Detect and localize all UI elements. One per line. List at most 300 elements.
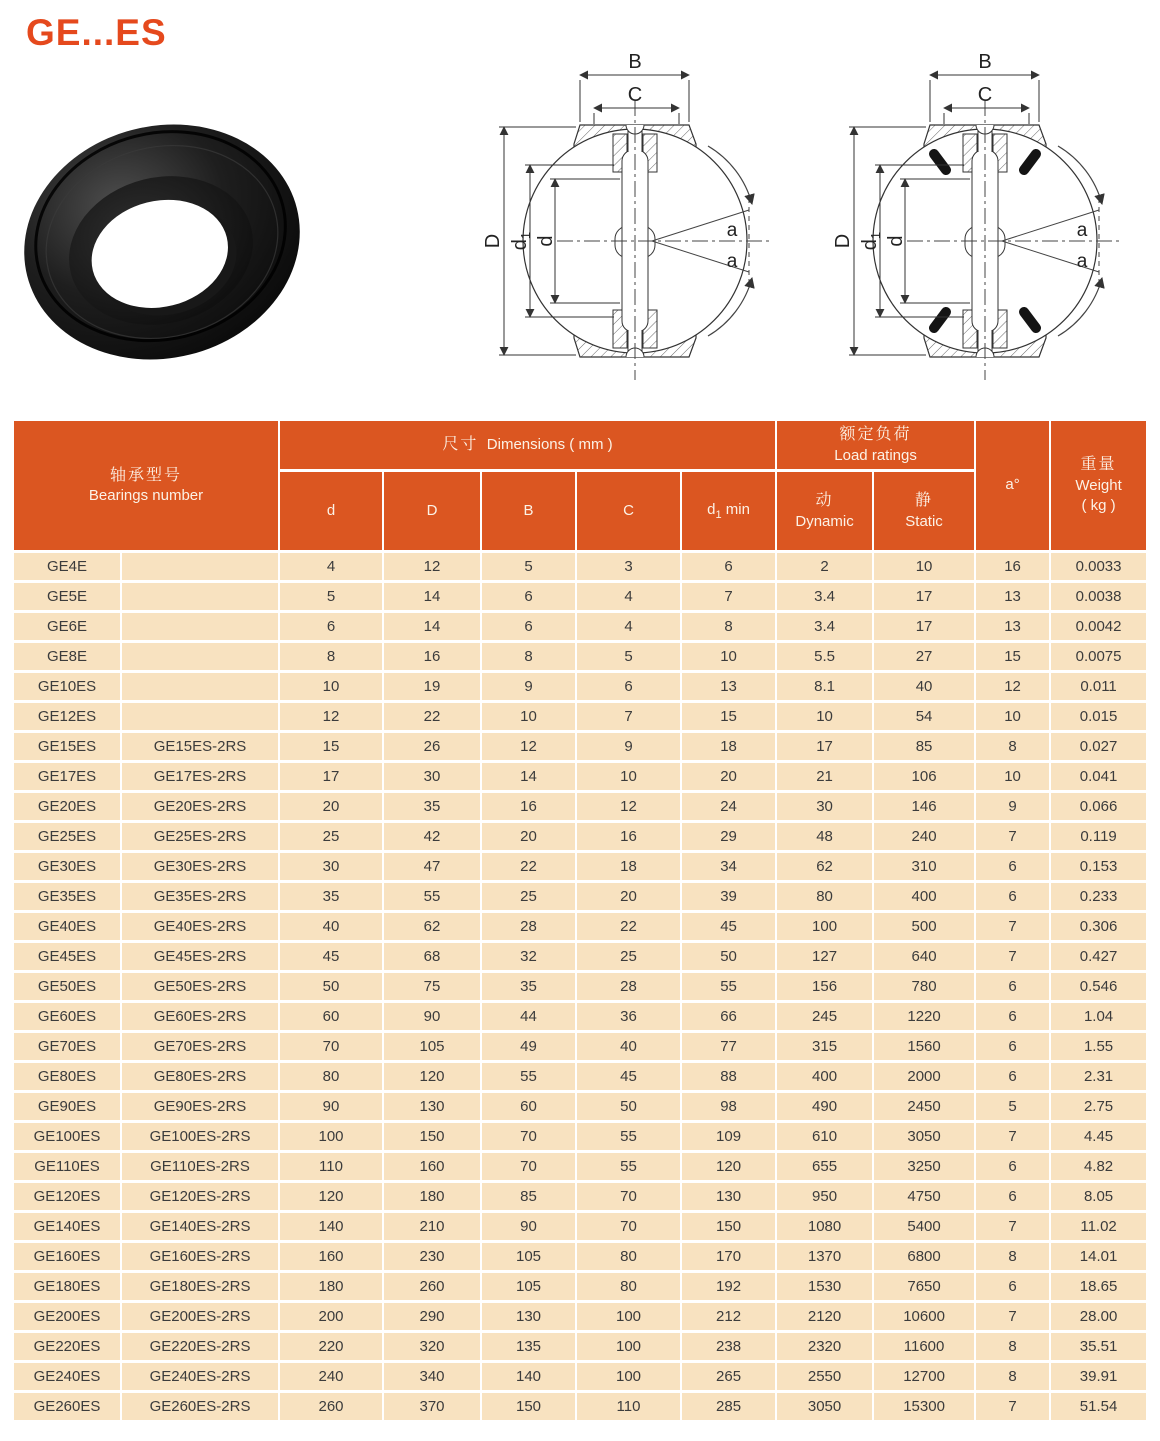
cell-D: 180 (384, 1183, 480, 1210)
table-row (14, 1273, 1146, 1300)
cell-C: 9 (577, 733, 680, 760)
cell-dynamic: 245 (777, 1003, 872, 1030)
header-col-static: 静 Static (874, 472, 974, 550)
cell-static: 1220 (874, 1003, 974, 1030)
cell-d: 17 (280, 763, 382, 790)
cell-model: GE8E (14, 643, 120, 670)
diagram-open-type (462, 40, 807, 396)
cell-B: 44 (482, 1003, 575, 1030)
table-row (14, 733, 1146, 760)
cell-d1min: 24 (682, 793, 775, 820)
cell-model: GE15ES (14, 733, 120, 760)
cell-angle: 10 (976, 763, 1049, 790)
cell-D: 320 (384, 1333, 480, 1360)
cell-D: 230 (384, 1243, 480, 1270)
cell-static: 6800 (874, 1243, 974, 1270)
cell-model-2rs: GE240ES-2RS (122, 1363, 278, 1390)
cell-model-2rs: GE120ES-2RS (122, 1183, 278, 1210)
cell-model: GE50ES (14, 973, 120, 1000)
cell-model: GE260ES (14, 1393, 120, 1420)
table-row (14, 1153, 1146, 1180)
dim-label-d-outer: D (482, 233, 504, 249)
cell-d1min: 120 (682, 1153, 775, 1180)
cell-B: 10 (482, 703, 575, 730)
bearing-photo (16, 92, 308, 399)
cell-model-2rs: GE40ES-2RS (122, 913, 278, 940)
cell-weight: 0.546 (1051, 973, 1146, 1000)
cell-D: 47 (384, 853, 480, 880)
header-col-dynamic: 动 Dynamic (777, 472, 872, 550)
dim-label-d-bore: d (885, 235, 907, 247)
cell-d: 260 (280, 1393, 382, 1420)
cell-d: 30 (280, 853, 382, 880)
cell-d1min: 18 (682, 733, 775, 760)
cell-dynamic: 3.4 (777, 613, 872, 640)
cell-B: 140 (482, 1363, 575, 1390)
cell-static: 17 (874, 583, 974, 610)
header-col-d1min: $d_1$ min (682, 472, 775, 550)
cell-model: GE160ES (14, 1243, 120, 1270)
cell-d1min: 238 (682, 1333, 775, 1360)
cell-model: GE180ES (14, 1273, 120, 1300)
cell-B: 32 (482, 943, 575, 970)
cell-B: 70 (482, 1153, 575, 1180)
cell-static: 27 (874, 643, 974, 670)
cell-angle: 7 (976, 1393, 1049, 1420)
cell-angle: 7 (976, 1303, 1049, 1330)
cell-C: 50 (577, 1093, 680, 1120)
cell-angle: 9 (976, 793, 1049, 820)
dim-label-d-bore: d (535, 235, 557, 247)
cell-D: 12 (384, 553, 480, 580)
cell-d: 35 (280, 883, 382, 910)
table-row (14, 1063, 1146, 1090)
cell-dynamic: 156 (777, 973, 872, 1000)
cell-B: 6 (482, 583, 575, 610)
cell-model-2rs: GE220ES-2RS (122, 1333, 278, 1360)
cell-dynamic: 5.5 (777, 643, 872, 670)
cell-weight: 2.31 (1051, 1063, 1146, 1090)
angle-label-a-upper: a (1076, 220, 1088, 241)
table-row (14, 643, 1146, 670)
table-row (14, 883, 1146, 910)
cell-model: GE240ES (14, 1363, 120, 1390)
cell-angle: 6 (976, 883, 1049, 910)
cell-weight: 0.041 (1051, 763, 1146, 790)
cell-model-2rs: GE60ES-2RS (122, 1003, 278, 1030)
cell-dynamic: 48 (777, 823, 872, 850)
cell-B: 90 (482, 1213, 575, 1240)
cell-C: 4 (577, 613, 680, 640)
cell-static: 3250 (874, 1153, 974, 1180)
cell-C: 7 (577, 703, 680, 730)
cell-weight: 0.011 (1051, 673, 1146, 700)
cell-model-2rs: GE30ES-2RS (122, 853, 278, 880)
cell-angle: 6 (976, 853, 1049, 880)
cell-model-2rs: GE20ES-2RS (122, 793, 278, 820)
cell-static: 2450 (874, 1093, 974, 1120)
cell-dynamic: 8.1 (777, 673, 872, 700)
catalog-table (12, 418, 1148, 1423)
cell-D: 14 (384, 583, 480, 610)
cell-dynamic: 2 (777, 553, 872, 580)
cell-D: 75 (384, 973, 480, 1000)
cell-angle: 5 (976, 1093, 1049, 1120)
table-row (14, 1033, 1146, 1060)
cell-B: 35 (482, 973, 575, 1000)
cell-model-2rs (122, 613, 278, 640)
cell-d: 4 (280, 553, 382, 580)
cell-D: 35 (384, 793, 480, 820)
table-row (14, 1333, 1146, 1360)
cell-static: 54 (874, 703, 974, 730)
cell-dynamic: 100 (777, 913, 872, 940)
cell-d: 80 (280, 1063, 382, 1090)
cell-d1min: 39 (682, 883, 775, 910)
cell-model: GE140ES (14, 1213, 120, 1240)
cell-d1min: 29 (682, 823, 775, 850)
cell-model-2rs (122, 673, 278, 700)
cell-dynamic: 950 (777, 1183, 872, 1210)
cell-static: 106 (874, 763, 974, 790)
cell-dynamic: 1080 (777, 1213, 872, 1240)
cell-C: 55 (577, 1123, 680, 1150)
cell-d: 8 (280, 643, 382, 670)
cell-dynamic: 2320 (777, 1333, 872, 1360)
cell-C: 100 (577, 1333, 680, 1360)
cell-d1min: 34 (682, 853, 775, 880)
cell-model: GE110ES (14, 1153, 120, 1180)
table-row (14, 913, 1146, 940)
cell-d1min: 109 (682, 1123, 775, 1150)
cell-model-2rs: GE110ES-2RS (122, 1153, 278, 1180)
cell-D: 22 (384, 703, 480, 730)
cell-d: 240 (280, 1363, 382, 1390)
table-row (14, 973, 1146, 1000)
dim-label-d-outer: D (832, 233, 854, 249)
dim-label-c: C (627, 84, 643, 106)
cell-dynamic: 21 (777, 763, 872, 790)
cell-static: 5400 (874, 1213, 974, 1240)
cell-weight: 0.0042 (1051, 613, 1146, 640)
cell-static: 146 (874, 793, 974, 820)
cell-B: 70 (482, 1123, 575, 1150)
cell-dynamic: 2550 (777, 1363, 872, 1390)
cell-d: 25 (280, 823, 382, 850)
cell-C: 18 (577, 853, 680, 880)
cell-d: 110 (280, 1153, 382, 1180)
table-row (14, 1003, 1146, 1030)
cell-weight: 0.0033 (1051, 553, 1146, 580)
cell-model-2rs: GE50ES-2RS (122, 973, 278, 1000)
cell-model-2rs: GE180ES-2RS (122, 1273, 278, 1300)
cell-model: GE200ES (14, 1303, 120, 1330)
cell-d1min: 88 (682, 1063, 775, 1090)
diagram-sealed-type (812, 40, 1157, 396)
cell-weight: 0.153 (1051, 853, 1146, 880)
cell-model: GE25ES (14, 823, 120, 850)
cell-dynamic: 62 (777, 853, 872, 880)
header-col-D: D (384, 472, 480, 550)
cell-dynamic: 2120 (777, 1303, 872, 1330)
cell-C: 20 (577, 883, 680, 910)
cell-d: 45 (280, 943, 382, 970)
cell-angle: 6 (976, 1183, 1049, 1210)
cell-dynamic: 10 (777, 703, 872, 730)
cell-B: 9 (482, 673, 575, 700)
bearing-photo-image (16, 92, 308, 394)
cell-d: 220 (280, 1333, 382, 1360)
cell-static: 2000 (874, 1063, 974, 1090)
cell-D: 62 (384, 913, 480, 940)
cell-C: 5 (577, 643, 680, 670)
cell-d1min: 13 (682, 673, 775, 700)
cell-static: 7650 (874, 1273, 974, 1300)
cell-angle: 7 (976, 913, 1049, 940)
cell-B: 150 (482, 1393, 575, 1420)
cell-C: 12 (577, 793, 680, 820)
cell-model-2rs (122, 583, 278, 610)
cell-d: 200 (280, 1303, 382, 1330)
cell-model: GE10ES (14, 673, 120, 700)
cell-d: 15 (280, 733, 382, 760)
cell-D: 210 (384, 1213, 480, 1240)
dim-label-c: C (977, 84, 993, 106)
cell-model: GE4E (14, 553, 120, 580)
cell-model-2rs: GE90ES-2RS (122, 1093, 278, 1120)
cell-C: 28 (577, 973, 680, 1000)
cell-static: 12700 (874, 1363, 974, 1390)
cell-model: GE40ES (14, 913, 120, 940)
cell-angle: 7 (976, 1123, 1049, 1150)
cell-C: 55 (577, 1153, 680, 1180)
cell-d: 60 (280, 1003, 382, 1030)
cell-C: 70 (577, 1183, 680, 1210)
cell-static: 240 (874, 823, 974, 850)
header-dimensions: 尺寸 Dimensions ( mm ) (280, 421, 775, 469)
cell-d: 40 (280, 913, 382, 940)
cell-static: 400 (874, 883, 974, 910)
cell-d1min: 50 (682, 943, 775, 970)
cell-model: GE45ES (14, 943, 120, 970)
cell-B: 14 (482, 763, 575, 790)
cell-weight: 4.45 (1051, 1123, 1146, 1150)
cell-dynamic: 30 (777, 793, 872, 820)
cell-angle: 6 (976, 1063, 1049, 1090)
cell-D: 150 (384, 1123, 480, 1150)
cell-D: 42 (384, 823, 480, 850)
cell-dynamic: 17 (777, 733, 872, 760)
table-row (14, 943, 1146, 970)
cell-C: 100 (577, 1303, 680, 1330)
cell-model: GE12ES (14, 703, 120, 730)
header-col-d: d (280, 472, 382, 550)
cell-dynamic: 400 (777, 1063, 872, 1090)
cell-d1min: 10 (682, 643, 775, 670)
cell-D: 120 (384, 1063, 480, 1090)
cell-weight: 0.0038 (1051, 583, 1146, 610)
table-row (14, 1213, 1146, 1240)
cell-model-2rs: GE45ES-2RS (122, 943, 278, 970)
dim-label-d1: $d_1$ (509, 231, 533, 251)
cell-angle: 6 (976, 1273, 1049, 1300)
cell-weight: 0.306 (1051, 913, 1146, 940)
angle-label-a-upper: a (726, 220, 738, 241)
cell-d: 10 (280, 673, 382, 700)
cell-dynamic: 3050 (777, 1393, 872, 1420)
cell-d: 6 (280, 613, 382, 640)
cell-B: 55 (482, 1063, 575, 1090)
cell-model-2rs (122, 643, 278, 670)
cell-d: 20 (280, 793, 382, 820)
table-row (14, 763, 1146, 790)
cell-static: 17 (874, 613, 974, 640)
cell-weight: 2.75 (1051, 1093, 1146, 1120)
cell-model: GE100ES (14, 1123, 120, 1150)
header-bearings-number: 轴承型号 Bearings number (14, 421, 278, 550)
cell-weight: 39.91 (1051, 1363, 1146, 1390)
cell-weight: 0.233 (1051, 883, 1146, 910)
cell-B: 105 (482, 1243, 575, 1270)
cell-weight: 11.02 (1051, 1213, 1146, 1240)
cell-d: 5 (280, 583, 382, 610)
cell-d1min: 98 (682, 1093, 775, 1120)
cell-C: 16 (577, 823, 680, 850)
table-row (14, 1183, 1146, 1210)
cell-d1min: 6 (682, 553, 775, 580)
cell-d: 120 (280, 1183, 382, 1210)
cell-D: 30 (384, 763, 480, 790)
table-row (14, 553, 1146, 580)
cell-dynamic: 655 (777, 1153, 872, 1180)
header-col-C: C (577, 472, 680, 550)
cell-C: 80 (577, 1273, 680, 1300)
cell-static: 10 (874, 553, 974, 580)
dim-label-b: B (978, 51, 992, 73)
cell-model: GE35ES (14, 883, 120, 910)
cell-B: 105 (482, 1273, 575, 1300)
cell-model: GE20ES (14, 793, 120, 820)
angle-label-a-lower: a (1076, 251, 1088, 272)
cell-model: GE30ES (14, 853, 120, 880)
header-angle: a° (976, 421, 1049, 550)
cell-d1min: 7 (682, 583, 775, 610)
cell-B: 28 (482, 913, 575, 940)
cell-model-2rs: GE25ES-2RS (122, 823, 278, 850)
table-row (14, 1093, 1146, 1120)
cell-D: 340 (384, 1363, 480, 1390)
cell-static: 40 (874, 673, 974, 700)
cell-C: 4 (577, 583, 680, 610)
cell-C: 40 (577, 1033, 680, 1060)
cell-D: 55 (384, 883, 480, 910)
cell-d: 180 (280, 1273, 382, 1300)
cell-model: GE70ES (14, 1033, 120, 1060)
cell-B: 60 (482, 1093, 575, 1120)
cell-d1min: 130 (682, 1183, 775, 1210)
cell-B: 130 (482, 1303, 575, 1330)
cell-d1min: 8 (682, 613, 775, 640)
cell-model: GE80ES (14, 1063, 120, 1090)
cell-angle: 8 (976, 1363, 1049, 1390)
cell-weight: 1.04 (1051, 1003, 1146, 1030)
cell-B: 16 (482, 793, 575, 820)
cell-angle: 6 (976, 1003, 1049, 1030)
cell-model-2rs: GE35ES-2RS (122, 883, 278, 910)
cell-C: 22 (577, 913, 680, 940)
table-row (14, 613, 1146, 640)
cell-d1min: 77 (682, 1033, 775, 1060)
cell-dynamic: 315 (777, 1033, 872, 1060)
table-row (14, 1243, 1146, 1270)
cell-static: 11600 (874, 1333, 974, 1360)
cell-D: 160 (384, 1153, 480, 1180)
cell-angle: 13 (976, 613, 1049, 640)
cell-d1min: 20 (682, 763, 775, 790)
cell-C: 45 (577, 1063, 680, 1090)
cell-angle: 7 (976, 1213, 1049, 1240)
cell-d1min: 66 (682, 1003, 775, 1030)
cell-D: 290 (384, 1303, 480, 1330)
cell-model-2rs: GE200ES-2RS (122, 1303, 278, 1330)
cell-model: GE5E (14, 583, 120, 610)
cell-C: 3 (577, 553, 680, 580)
cell-d: 160 (280, 1243, 382, 1270)
header-load-ratings: 额定负荷 Load ratings (777, 421, 974, 469)
table-body (14, 553, 1146, 1420)
cell-angle: 10 (976, 703, 1049, 730)
header-col-B: B (482, 472, 575, 550)
cell-d1min: 15 (682, 703, 775, 730)
cell-d: 50 (280, 973, 382, 1000)
angle-label-a-lower: a (726, 251, 738, 272)
cell-dynamic: 127 (777, 943, 872, 970)
cell-D: 26 (384, 733, 480, 760)
cell-d1min: 192 (682, 1273, 775, 1300)
cell-static: 780 (874, 973, 974, 1000)
dim-label-b: B (628, 51, 642, 73)
cell-C: 80 (577, 1243, 680, 1270)
cell-static: 85 (874, 733, 974, 760)
cell-B: 22 (482, 853, 575, 880)
cell-D: 14 (384, 613, 480, 640)
cell-model: GE220ES (14, 1333, 120, 1360)
table-row (14, 1363, 1146, 1390)
cell-model-2rs: GE15ES-2RS (122, 733, 278, 760)
cell-d1min: 45 (682, 913, 775, 940)
cell-d: 140 (280, 1213, 382, 1240)
cell-angle: 15 (976, 643, 1049, 670)
cell-angle: 8 (976, 1333, 1049, 1360)
cell-weight: 0.427 (1051, 943, 1146, 970)
cell-C: 110 (577, 1393, 680, 1420)
cell-weight: 35.51 (1051, 1333, 1146, 1360)
header-weight: 重量 Weight ( kg ) (1051, 421, 1146, 550)
table-row (14, 1303, 1146, 1330)
table-row (14, 793, 1146, 820)
cell-weight: 0.0075 (1051, 643, 1146, 670)
table-row (14, 1123, 1146, 1150)
cell-D: 260 (384, 1273, 480, 1300)
cell-model: GE6E (14, 613, 120, 640)
cell-angle: 12 (976, 673, 1049, 700)
table-row (14, 703, 1146, 730)
cell-static: 4750 (874, 1183, 974, 1210)
cell-model-2rs (122, 703, 278, 730)
cell-weight: 51.54 (1051, 1393, 1146, 1420)
table-row (14, 853, 1146, 880)
cell-weight: 0.066 (1051, 793, 1146, 820)
